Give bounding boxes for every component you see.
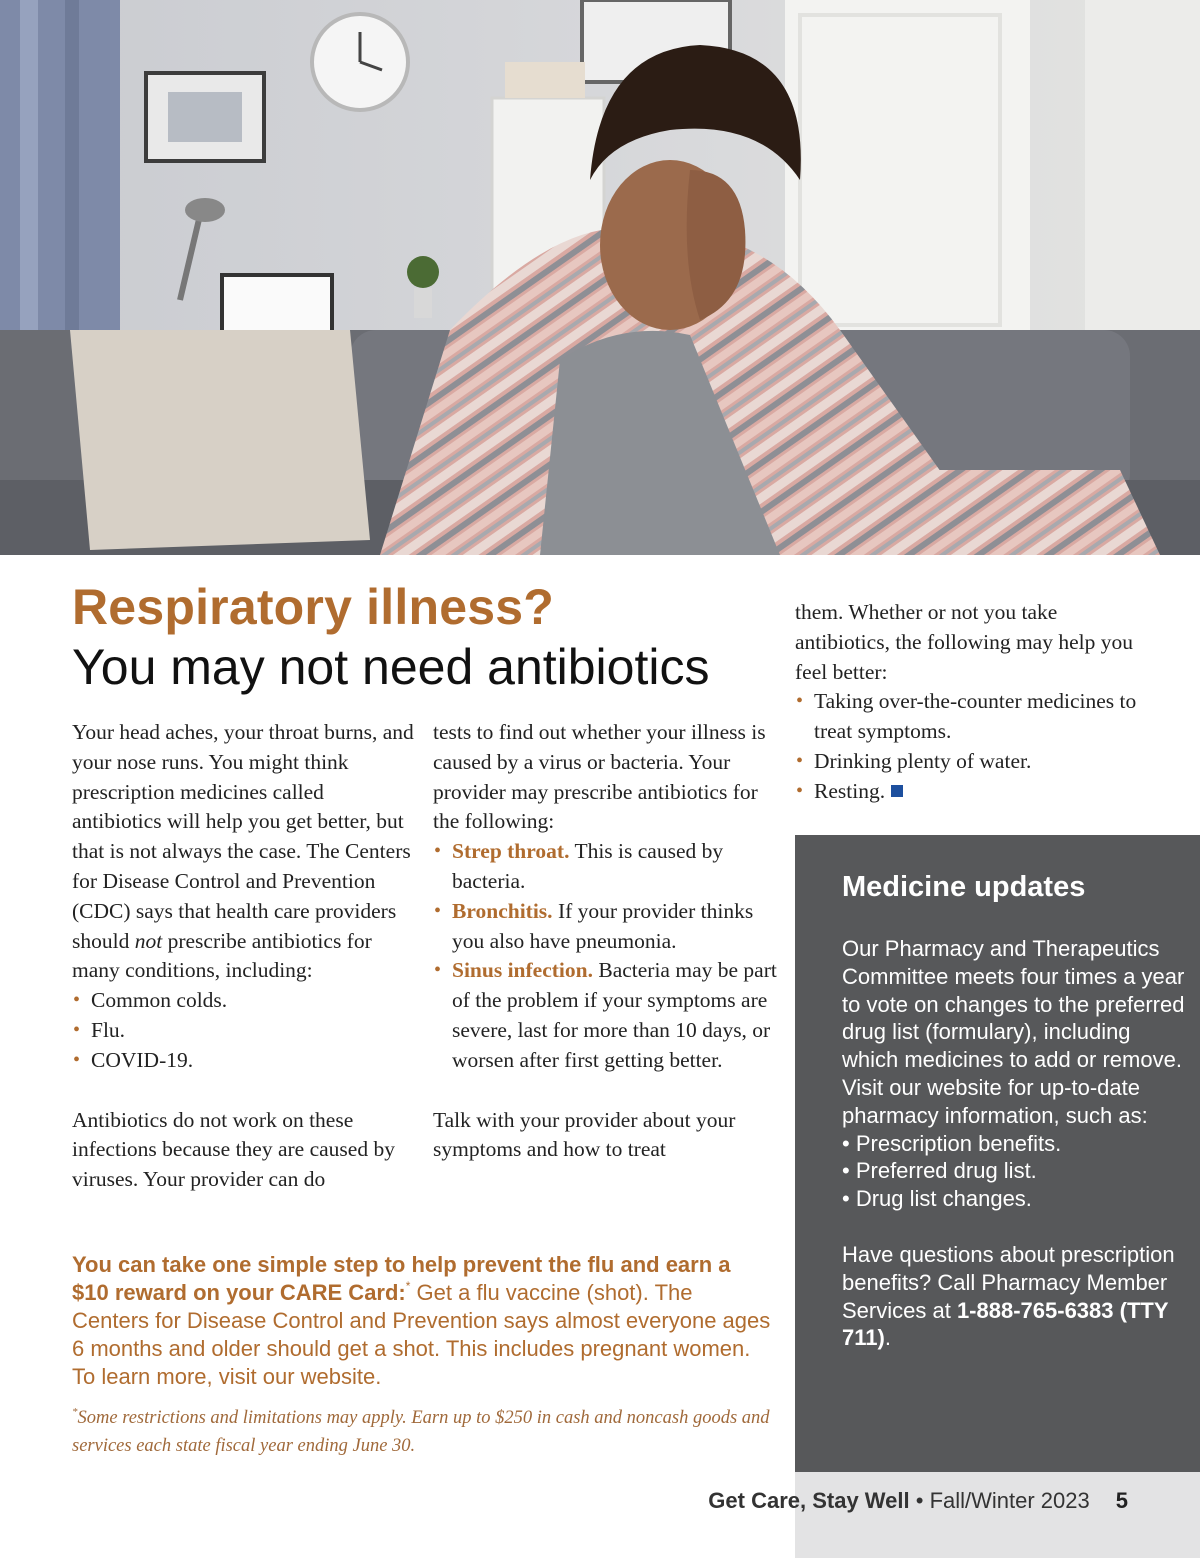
flu-reward-callout: You can take one simple step to help prevent the flu and earn a $10 reward on your CARE Card:* Get a flu vaccine (shot). The Centers for Disease Control and Prevention says almost everyone ages 6 months and older should get a shot. This includes pregnant women. To learn more, visit our website. [72, 1252, 771, 1389]
list-item: • COVID-19. [73, 1047, 194, 1072]
viruses-paragraph: Antibiotics do not work on these infections because they are caused by viruses. Your provider can do [72, 1107, 395, 1192]
footer-band [795, 1472, 1200, 1558]
article-column-3 [795, 598, 1140, 807]
pharmacy-info-list [842, 1130, 1187, 1213]
tests-paragraph: tests to find out whether your illness is caused by a virus or bacteria. Your provider may prescribe antibiotics for the following: [433, 720, 766, 834]
relief-paragraph: them. Whether or not you take antibiotics, the following may help you feel better: [795, 600, 1133, 684]
page-footer: Get Care, Stay Well • Fall/Winter 2023 5 [708, 1488, 1128, 1513]
list-item: • Preferred drug list. [842, 1158, 1037, 1184]
footnote: *Some restrictions and limitations may apply. Earn up to $250 in cash and noncash goods and services each state fiscal year ending June 30. [72, 1406, 770, 1456]
questions-paragraph: Have questions about prescription benefits? Call Pharmacy Member Services at 1-888-765-6383 (TTY 711). [842, 1241, 1175, 1351]
sidebar-title: Medicine updates [842, 871, 1086, 903]
page-number: 5 [1115, 1488, 1128, 1513]
issue-label: Fall/Winter 2023 [929, 1488, 1090, 1513]
conditions-list [72, 986, 417, 1075]
list-item: • Strep throat. This is caused by bacteria. [434, 839, 724, 893]
list-item: • Resting. [795, 777, 1140, 807]
list-item: • Sinus infection. Bacteria may be part of the problem if your symptoms are severe, last for more than 10 days, or worsen after first getting better. [434, 958, 777, 1072]
publication-name: Get Care, Stay Well [708, 1488, 910, 1513]
hero-photo [0, 0, 1200, 555]
list-item: • Prescription benefits. [842, 1130, 1062, 1156]
page-title: Respiratory illness? [72, 579, 554, 635]
article-column-2 [433, 718, 778, 1165]
sidebar-body [842, 935, 1187, 1352]
committee-paragraph: Our Pharmacy and Therapeutics Committee meets four times a year to vote on changes to the preferred drug list (formulary), including which medicines to add or remove. Visit our website for up-to-date pharmacy information, such as: [842, 936, 1185, 1128]
talk-paragraph: Talk with your provider about your symptoms and how to treat [433, 1107, 736, 1162]
list-item: • Drug list changes. [842, 1186, 1032, 1212]
page-subtitle: You may not need antibiotics [72, 639, 710, 695]
list-item: • Common colds. [73, 988, 228, 1013]
antibiotic-conditions-list [433, 837, 778, 1075]
list-item: • Taking over-the-counter medicines to treat symptoms. [796, 689, 1137, 744]
list-item: • Drinking plenty of water. [796, 748, 1032, 773]
medicine-updates-sidebar [795, 835, 1200, 1472]
list-item: • Flu. [73, 1017, 126, 1042]
relief-list [795, 687, 1140, 806]
pharmacy-phone-number: 1-888-765-6383 (TTY 711) [842, 1297, 1169, 1351]
intro-paragraph: Your head aches, your throat burns, and your nose runs. You might think prescription medicines called antibiotics will help you get better, but that is not always the case. The Centers for Disease Control and Prevention (CDC) says that health care providers should not prescribe antibiotics for many conditions, including: [72, 720, 414, 983]
end-of-article-mark [891, 785, 903, 797]
article-column-1 [72, 718, 417, 1195]
list-item: • Bronchitis. If your provider thinks you also have pneumonia. [434, 898, 754, 953]
